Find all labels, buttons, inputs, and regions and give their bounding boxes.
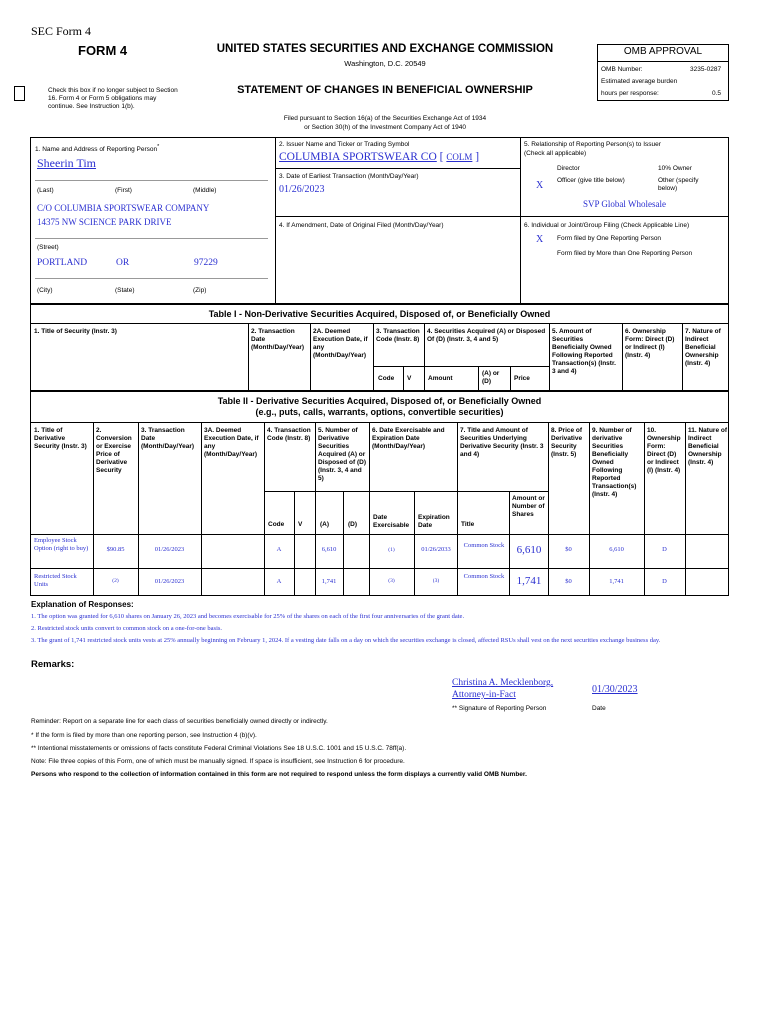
omb-burden-label: Estimated average burden (601, 78, 678, 85)
row2-underlying-shares: 1,741 (516, 575, 542, 587)
box5-label2: (Check all applicable) (524, 150, 587, 157)
footer-note: Note: File three copies of this Form, one of which must be manually signed. If space is insufficient, see Instruction 6 for procedure. (31, 758, 405, 765)
row1-derivative-price: $0 (565, 546, 572, 553)
omb-hours-value: 0.5 (712, 90, 722, 97)
state-value: OR (116, 258, 130, 268)
row1-date: 01/26/2023 (154, 546, 185, 553)
table1-col1-header: 1. Title of Security (Instr. 3) (34, 328, 117, 335)
omb-number-value: 3235-0287 (690, 66, 722, 73)
sec-form-label: SEC Form 4 (31, 24, 92, 38)
earliest-transaction-date: 01/26/2023 (279, 184, 325, 195)
omb-title: OMB APPROVAL (623, 46, 703, 57)
row1-date-exercisable: (1) (388, 547, 395, 553)
issuer-name: COLUMBIA SPORTSWEAR CO [ COLM ] (279, 151, 480, 163)
signature-label: ** Signature of Reporting Person (452, 705, 547, 712)
box1-label: 1. Name and Address of Reporting Person* (35, 144, 160, 154)
row1-expiration: 01/26/2033 (421, 546, 451, 553)
row1-underlying-title: Common Stock (463, 542, 505, 549)
state-label: (State) (115, 287, 135, 294)
table2-col1-header: 1. Title of Derivative Security (Instr. 3) (34, 427, 87, 450)
table1-title: Table I - Non-Derivative Securities Acquired, Disposed of, or Beneficially Owned (208, 309, 551, 319)
table1-v-header: V (407, 375, 412, 382)
signer-line2: Attorney-in-Fact (452, 690, 516, 700)
form-title: FORM 4 (78, 43, 128, 58)
footer-omb-notice: Persons who respond to the collection of information contained in this form are not required to respond unless the form displays a currently valid OMB Number. (31, 771, 527, 778)
table2-col3a-header: 3A. Deemed Execution Date, if any (Month/Day/Year) (204, 427, 259, 458)
row2-price: (2) (112, 578, 119, 584)
address-line1: C/O COLUMBIA SPORTSWEAR COMPANY (37, 203, 210, 213)
table2-date-exercisable-header: Date Exercisable (373, 514, 410, 529)
box5-label1: 5. Relationship of Reporting Person(s) to Issuer (524, 141, 661, 148)
row2-security: Restricted Stock Units (34, 573, 77, 588)
table1-col4-header: 4. Securities Acquired (A) or Disposed Of (D) (Instr. 3, 4 and 5) (427, 328, 546, 343)
footer-reminder: Reminder: Report on a separate line for each class of securities beneficially owned directly or indirectly. (31, 718, 328, 725)
table2-col8-header: 8. Price of Derivative Security (Instr. 5) (551, 427, 583, 458)
city-label: (City) (37, 287, 53, 294)
table1-col6-header: 6. Ownership Form: Direct (D) or Indirect (I) (Instr. 4) (625, 328, 675, 359)
zip-label: (Zip) (193, 287, 207, 294)
table2-amount-header: Amount or Number of Shares (512, 495, 545, 518)
explanation-label: Explanation of Responses: (31, 600, 134, 609)
table2-col3-header: 3. Transaction Date (Month/Day/Year) (141, 427, 195, 450)
table2-col9-header: 9. Number of derivative Securities Beneficially Owned Following Reported Transaction(s) (Instr. 4) (592, 427, 637, 498)
agency-title: UNITED STATES SECURITIES AND EXCHANGE COMMISSION (216, 43, 554, 55)
table2-col4-header: 4. Transaction Code (Instr. 8) (267, 427, 311, 442)
box4-label: 4. If Amendment, Date of Original Filed (Month/Day/Year) (279, 222, 444, 229)
city-value: PORTLAND (37, 258, 88, 268)
row2-date-exercisable: (3) (388, 578, 395, 584)
signature-date: 01/30/2023 (592, 684, 638, 695)
filed-pursuant-1: Filed pursuant to Section 16(a) of the Securities Exchange Act of 1934 (283, 115, 487, 122)
table1-col7-header: 7. Nature of Indirect Beneficial Ownership (Instr. 4) (685, 328, 721, 367)
middle-label: (Middle) (193, 187, 217, 194)
box2-label: 2. Issuer Name and Ticker or Trading Symbol (279, 141, 410, 148)
filed-pursuant-2: or Section 30(h) of the Investment Company Act of 1940 (304, 124, 466, 131)
table2-expiration-header: Expiration Date (418, 514, 450, 529)
table2-col5-header: 5. Number of Derivative Securities Acquired (A) or Disposed of (D) (Instr. 3, 4 and 5) (318, 427, 367, 482)
row2-code: A (276, 578, 282, 585)
checkbox-note: Check this box if no longer subject to Section 16. Form 4 or Form 5 obligations may continue. See Instruction 1(b). (48, 87, 178, 110)
explanation-note-2: 2. Restricted stock units convert to common stock on a one-for-one basis. (31, 625, 223, 632)
table1-col2a-header: 2A. Deemed Execution Date, if any (Month/Day/Year) (313, 328, 368, 359)
ten-percent-owner-option: 10% Owner (658, 165, 692, 172)
remarks-label: Remarks: (31, 659, 75, 670)
row2-expiration: (3) (432, 578, 440, 584)
row1-owned: 6,610 (609, 546, 624, 553)
row2-ownership-form: D (662, 578, 667, 585)
first-label: (First) (115, 187, 132, 194)
row1-code: A (276, 546, 282, 553)
table1-code-header: Code (378, 375, 395, 382)
table2-a-header: (A) (320, 521, 330, 528)
row2-date: 01/26/2023 (154, 578, 185, 585)
date-label: Date (592, 705, 606, 712)
table1-amount-header: Amount (428, 375, 453, 382)
row1-ownership-form: D (662, 546, 667, 553)
table2-title1: Table II - Derivative Securities Acquired, Disposed of, or Beneficially Owned (217, 396, 542, 406)
street-label: (Street) (37, 244, 59, 251)
footer-misstatements: ** Intentional misstatements or omissions of facts constitute Federal Criminal Violations See 18 U.S.C. 1001 and 15 U.S.C. 78ff(a). (31, 745, 407, 752)
table2-d-header: (D) (348, 521, 358, 528)
filing-mark[interactable]: X (536, 234, 544, 245)
table1-price-header: Price (514, 375, 530, 382)
omb-hours-label: hours per response: (601, 90, 659, 97)
table2-title2: (e.g., puts, calls, warrants, options, convertible securities) (255, 407, 504, 417)
row2-acquired: 1,741 (321, 578, 337, 585)
agency-location: Washington, D.C. 20549 (344, 59, 426, 68)
row2-derivative-price: $0 (565, 578, 572, 585)
table2-col10-header: 10. Ownership Form: Direct (D) or Indirect (I) (Instr. 4) (647, 427, 681, 474)
statement-title: STATEMENT OF CHANGES IN BENEFICIAL OWNERSHIP (237, 84, 533, 96)
table2-col6-header: 6. Date Exercisable and Expiration Date (Month/Day/Year) (372, 427, 445, 450)
signer-line1: Christina A. Mecklenborg, (452, 678, 554, 688)
table1-col2-header: 2. Transaction Date (Month/Day/Year) (251, 328, 305, 351)
officer-title: SVP Global Wholesale (583, 199, 666, 209)
one-person-option: Form filed by One Reporting Person (557, 235, 662, 242)
box6-label: 6. Individual or Joint/Group Filing (Check Applicable Line) (524, 222, 690, 229)
row2-underlying-title: Common Stock (463, 573, 505, 580)
explanation-note-1: 1. The option was granted for 6,610 shares on January 26, 2023 and becomes exercisable for 25% of the shares on each of the first four anniversaries of the grant date. (31, 613, 465, 620)
officer-mark[interactable]: X (536, 180, 544, 191)
table2-col7-header: 7. Title and Amount of Securities Underlying Derivative Security (Instr. 3 and 4) (460, 427, 544, 458)
table1-col5-header: 5. Amount of Securities Beneficially Owned Following Reported Transaction(s) (Instr. 3 and 4) (552, 328, 616, 375)
table2-title-header: Title (461, 521, 475, 528)
address-line2: 14375 NW SCIENCE PARK DRIVE (37, 217, 172, 227)
explanation-note-3: 3. The grant of 1,741 restricted stock units vests at 25% annually beginning on February 1, 2024. If a vesting date falls on a day on which the securities exchange is closed, affected RSUs shall vest on the next securities exchange business day. (31, 637, 661, 644)
row1-price: $90.85 (106, 546, 125, 553)
row1-acquired: 6,610 (321, 546, 337, 553)
row1-security: Employee Stock Option (right to buy) (34, 537, 89, 552)
row1-underlying-shares: 6,610 (516, 544, 542, 556)
box3-label: 3. Date of Earliest Transaction (Month/Day/Year) (279, 173, 419, 180)
table2-code-header: Code (268, 521, 285, 528)
zip-value: 97229 (194, 258, 218, 268)
no-longer-subject-checkbox[interactable] (14, 86, 25, 101)
row2-owned: 1,741 (609, 578, 624, 585)
table2-col11-header: 11. Nature of Indirect Beneficial Ownership (Instr. 4) (688, 427, 728, 466)
more-persons-option: Form filed by More than One Reporting Person (557, 250, 693, 257)
footer-instruction: * If the form is filed by more than one reporting person, see Instruction 4 (b)(v). (31, 732, 257, 739)
officer-option: Officer (give title below) (557, 177, 625, 184)
reporting-person-name: Sheerin Tim (37, 156, 97, 170)
director-option: Director (557, 165, 580, 172)
table1-col3-header: 3. Transaction Code (Instr. 8) (376, 328, 420, 343)
other-option: Other (specify below) (658, 177, 699, 192)
table2-v-header: V (298, 521, 303, 528)
omb-number-label: OMB Number: (601, 66, 643, 73)
last-label: (Last) (37, 187, 54, 194)
table1-aord-header: (A) or (D) (482, 370, 500, 385)
table2-col2-header: 2. Conversion or Exercise Price of Derivative Security (96, 427, 132, 474)
